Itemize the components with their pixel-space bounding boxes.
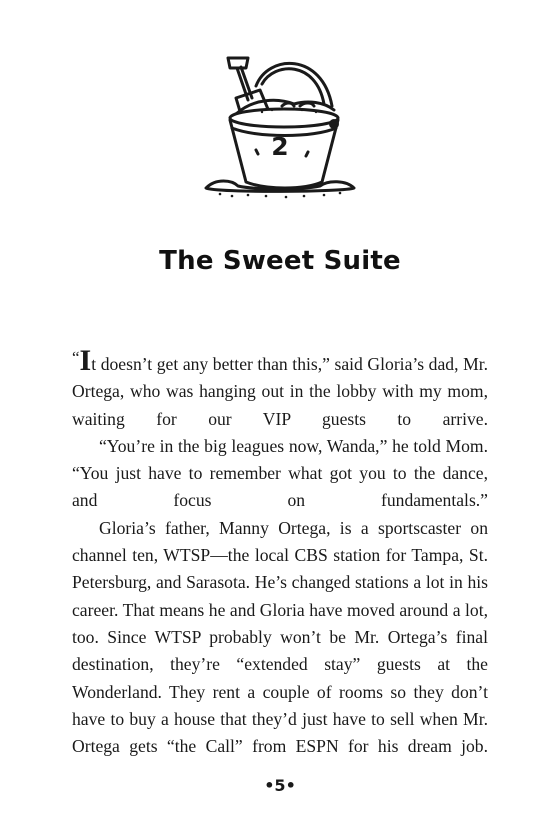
paragraph-1 (72, 344, 488, 433)
drop-cap-letter: I (79, 344, 92, 377)
paragraph-2: “You’re in the big leagues now, Wanda,” he told Mom. “You just have to remember what got you to the dance, and focus on fundamentals.” (72, 435, 488, 511)
chapter-header-illustration (196, 40, 364, 212)
chapter-number: 2 (271, 132, 289, 161)
chapter-body (72, 344, 488, 760)
page-number: •5• (264, 776, 296, 795)
paragraph-1-text: t doesn’t get any better than this,” said Gloria’s dad, Mr. Ortega, who was hanging out in the lobby with my mom, waiting for our VIP guests to arrive. (72, 354, 488, 429)
chapter-title: The Sweet Suite (159, 246, 401, 276)
drop-cap-quote: “ (72, 348, 80, 367)
drop-cap (72, 344, 92, 377)
sand-bucket-with-shovel-icon (196, 40, 364, 212)
paragraph-3: Gloria’s father, Manny Ortega, is a sportscaster on channel ten, WTSP—the local CBS station for Tampa, St. Petersburg, and Sarasota. He’s changed stations a lot in his career. That means he and Gloria have moved around a lot, too. Since WTSP probably won’t be Mr. Ortega’s final destination, they’re “extended stay” guests at the Wonderland. They rent a couple of rooms so they don’t have to buy a house that they’d just have to sell when Mr. Ortega gets “the Call” from ESPN for his dream job. (72, 517, 488, 757)
